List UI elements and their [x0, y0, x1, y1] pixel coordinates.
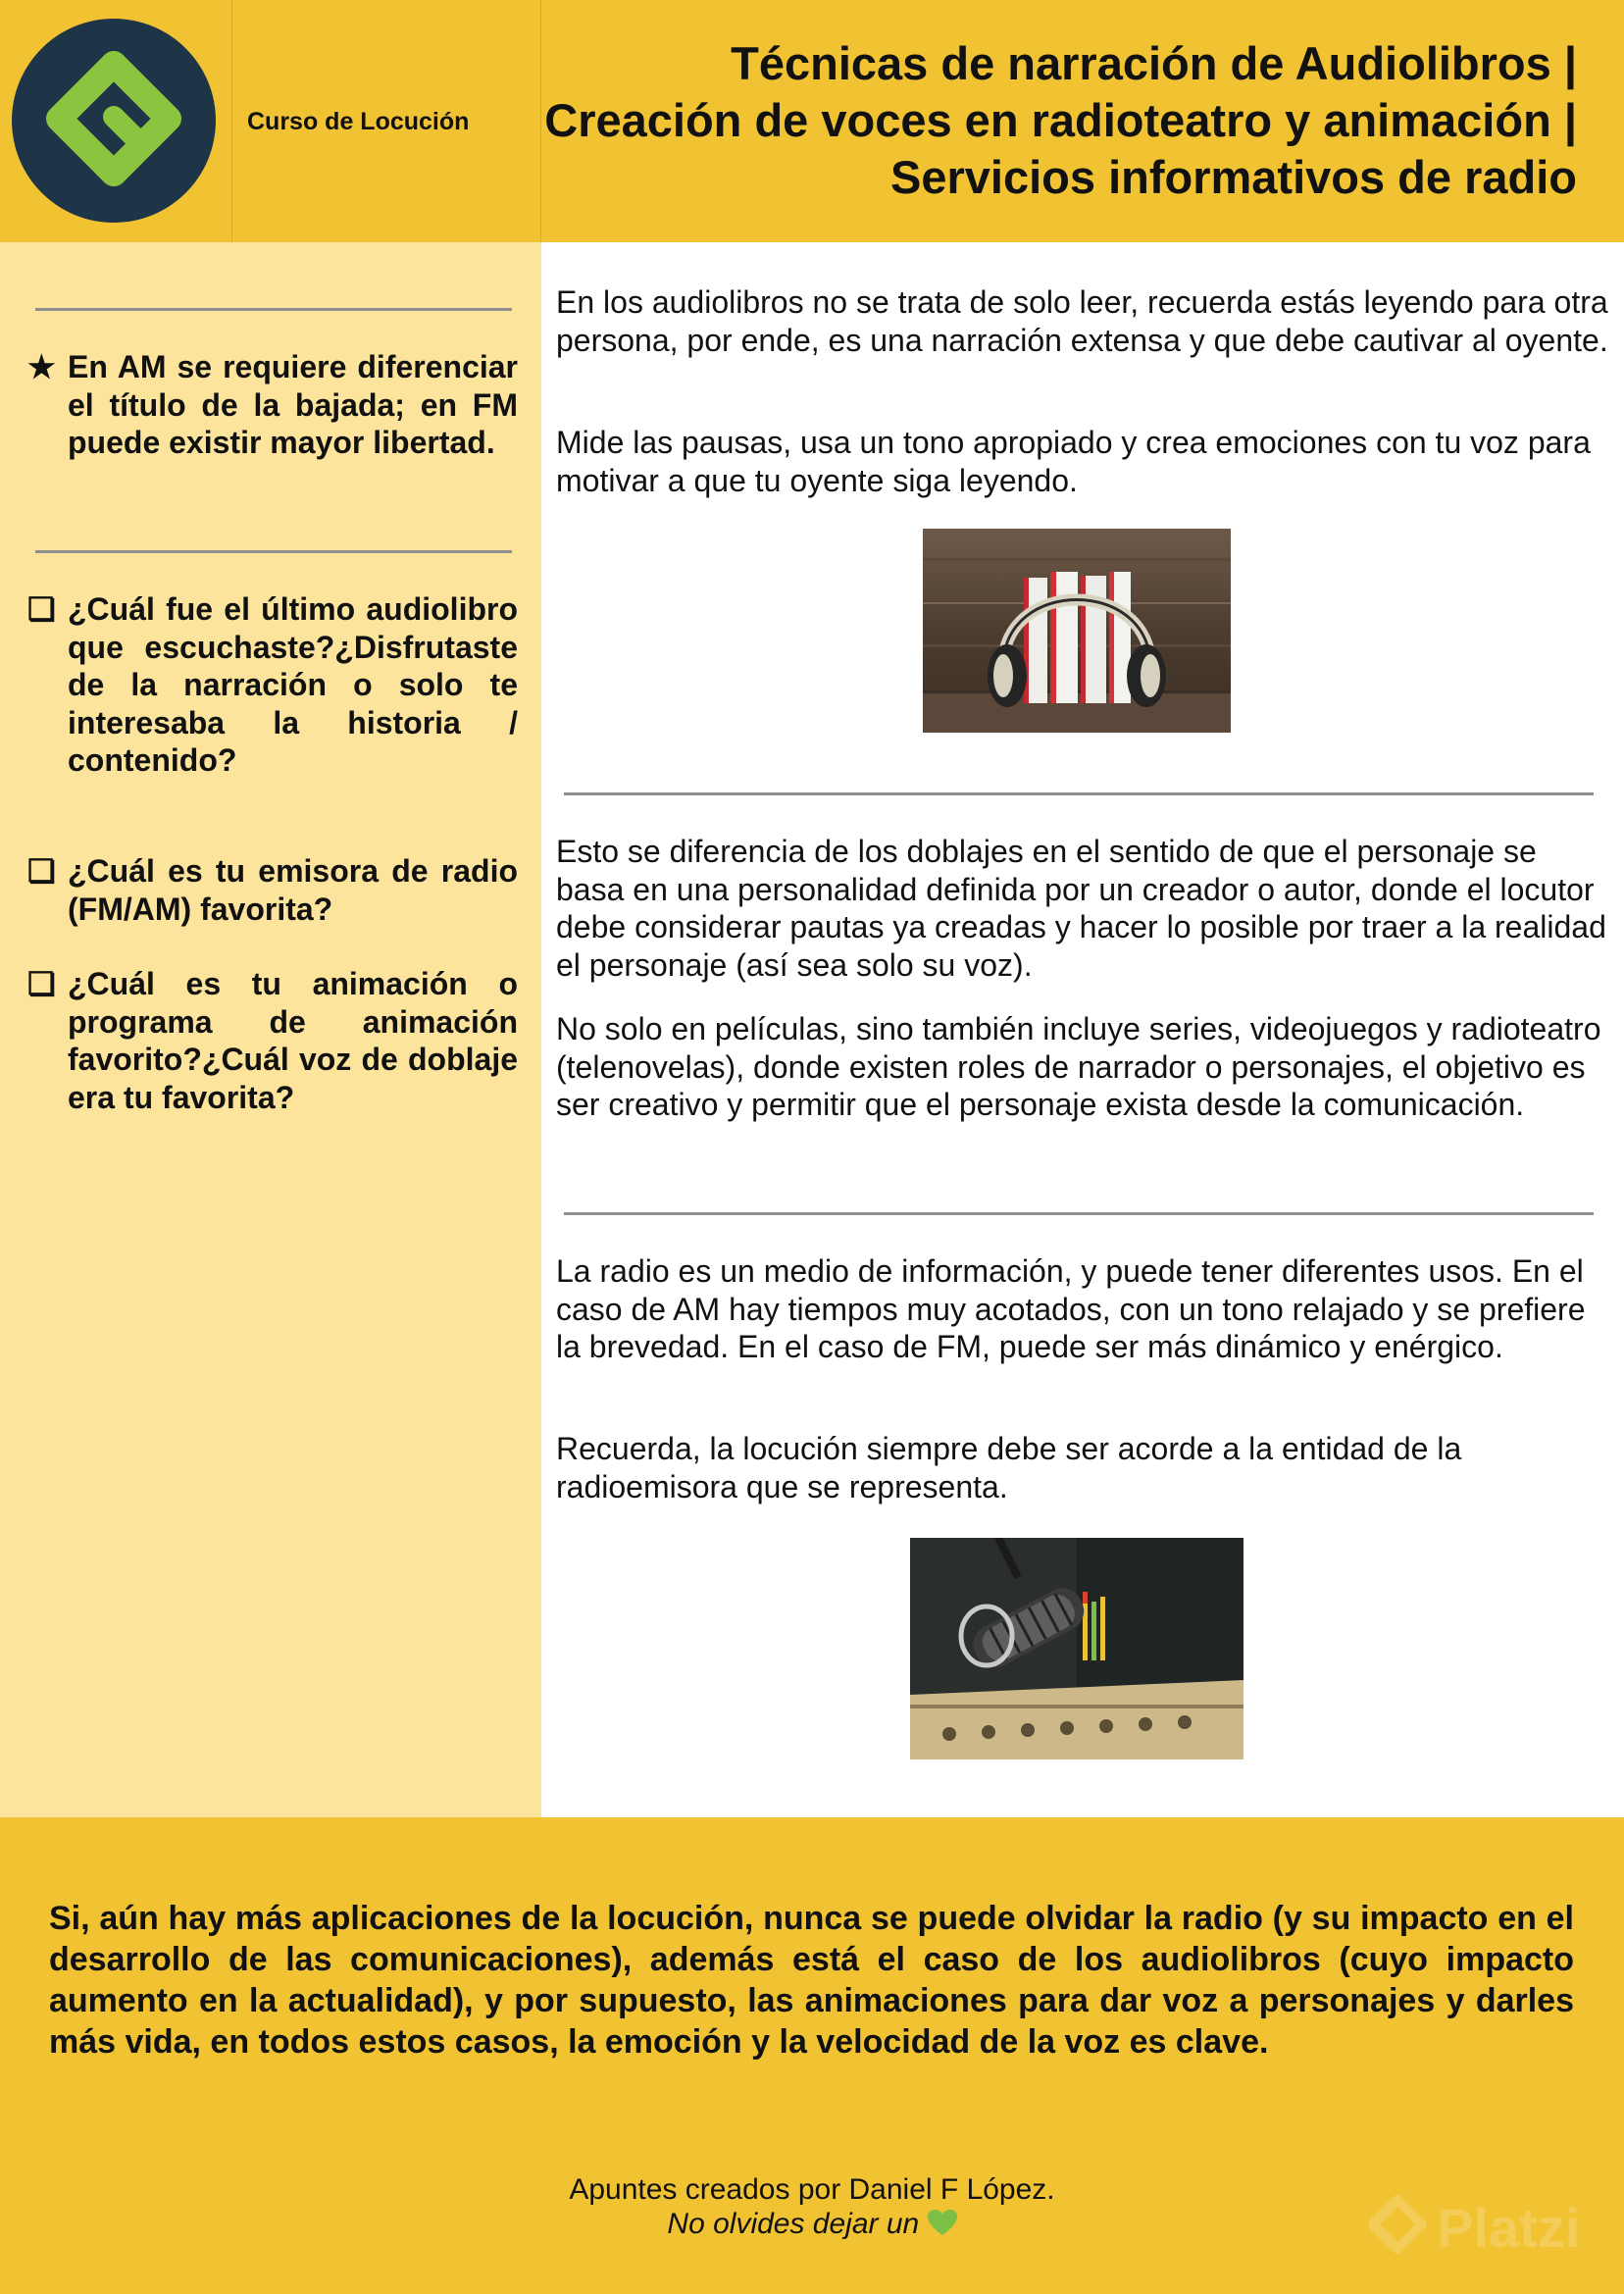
- note-item: [27, 348, 518, 462]
- platzi-logo-icon: [12, 19, 216, 223]
- watermark-text: Platzi: [1437, 2197, 1581, 2259]
- checkbox-icon: ❏: [27, 966, 56, 1001]
- paragraph: Recuerda, la locución siempre debe ser acorde a la entidad de la radioemisora que se representa.: [556, 1431, 1462, 1504]
- title-cell: [541, 0, 1624, 242]
- green-heart-icon: [928, 2208, 957, 2240]
- note-text: En AM se requiere diferenciar el título de la bajada; en FM puede existir mayor libertad.: [68, 349, 518, 460]
- platzi-watermark: [1353, 2180, 1608, 2278]
- paragraph: Mide las pausas, usa un tono apropiado y crea emociones con tu voz para motivar a que tu oyente siga leyendo.: [556, 425, 1591, 498]
- question-text: ¿Cuál es tu emisora de radio (FM/AM) favorita?: [68, 853, 518, 927]
- reminder-text: No olvides dejar un: [667, 2208, 920, 2240]
- divider: [35, 308, 512, 311]
- headphones-books-image: [923, 529, 1231, 733]
- question-item: [27, 852, 518, 928]
- question-text: ¿Cuál es tu animación o programa de animación favorito?¿Cuál voz de doblaje era tu favorita?: [68, 966, 518, 1115]
- question-item: [27, 590, 518, 780]
- footer: [0, 1817, 1624, 2294]
- header: [0, 0, 1624, 242]
- divider: [564, 1212, 1594, 1215]
- logo-cell: [0, 0, 232, 242]
- divider: [35, 550, 512, 553]
- question-item: [27, 965, 518, 1116]
- checkbox-icon: ❏: [27, 853, 56, 889]
- paragraph: La radio es un medio de información, y puede tener diferentes usos. En el caso de AM hay tiempos muy acotados, con un tono relajado y se prefiere la brevedad. En el caso de FM, puede ser más dinámico y enérgico.: [556, 1253, 1586, 1364]
- summary-text: Si, aún hay más aplicaciones de la locución, nunca se puede olvidar la radio (y su impacto en el desarrollo de las comunicaciones), además está el caso de los audiolibros (cuyo impacto aumento en la actualidad), y por supuesto, las animaciones para dar voz a personajes y darles más vida, en todos estos casos, la emoción y la velocidad de la voz es clave.: [49, 1900, 1574, 2061]
- divider: [564, 792, 1594, 795]
- star-icon: ★: [27, 349, 56, 384]
- course-cell: [232, 0, 541, 242]
- page-title: Técnicas de narración de Audiolibros | Creación de voces en radioteatro y animación | Servicios informativos de radio: [544, 37, 1577, 203]
- main-content: [541, 242, 1624, 1817]
- question-text: ¿Cuál fue el último audiolibro que escuchaste?¿Disfrutaste de la narración o solo te interesaba la historia / contenido?: [68, 591, 518, 778]
- sidebar: [0, 242, 541, 1817]
- studio-microphone-image: [910, 1538, 1243, 1759]
- credits-text: Apuntes creados por Daniel F López.: [569, 2173, 1055, 2206]
- checkbox-icon: ❏: [27, 591, 56, 627]
- paragraph: No solo en películas, sino también incluye series, videojuegos y radioteatro (telenovelas), donde existen roles de narrador o personajes, el objetivo es ser creativo y permitir que el personaje exista desde la comunicación.: [556, 1011, 1601, 1122]
- paragraph: Esto se diferencia de los doblajes en el sentido de que el personaje se basa en una personalidad definida por un creador o autor, donde el locutor debe considerar pautas ya creadas y hacer lo posible por traer a la realidad el personaje (así sea solo su voz).: [556, 834, 1606, 983]
- course-label: Curso de Locución: [247, 108, 470, 135]
- paragraph: En los audiolibros no se trata de solo leer, recuerda estás leyendo para otra persona, por ende, es una narración extensa y que debe cautivar al oyente.: [556, 284, 1608, 358]
